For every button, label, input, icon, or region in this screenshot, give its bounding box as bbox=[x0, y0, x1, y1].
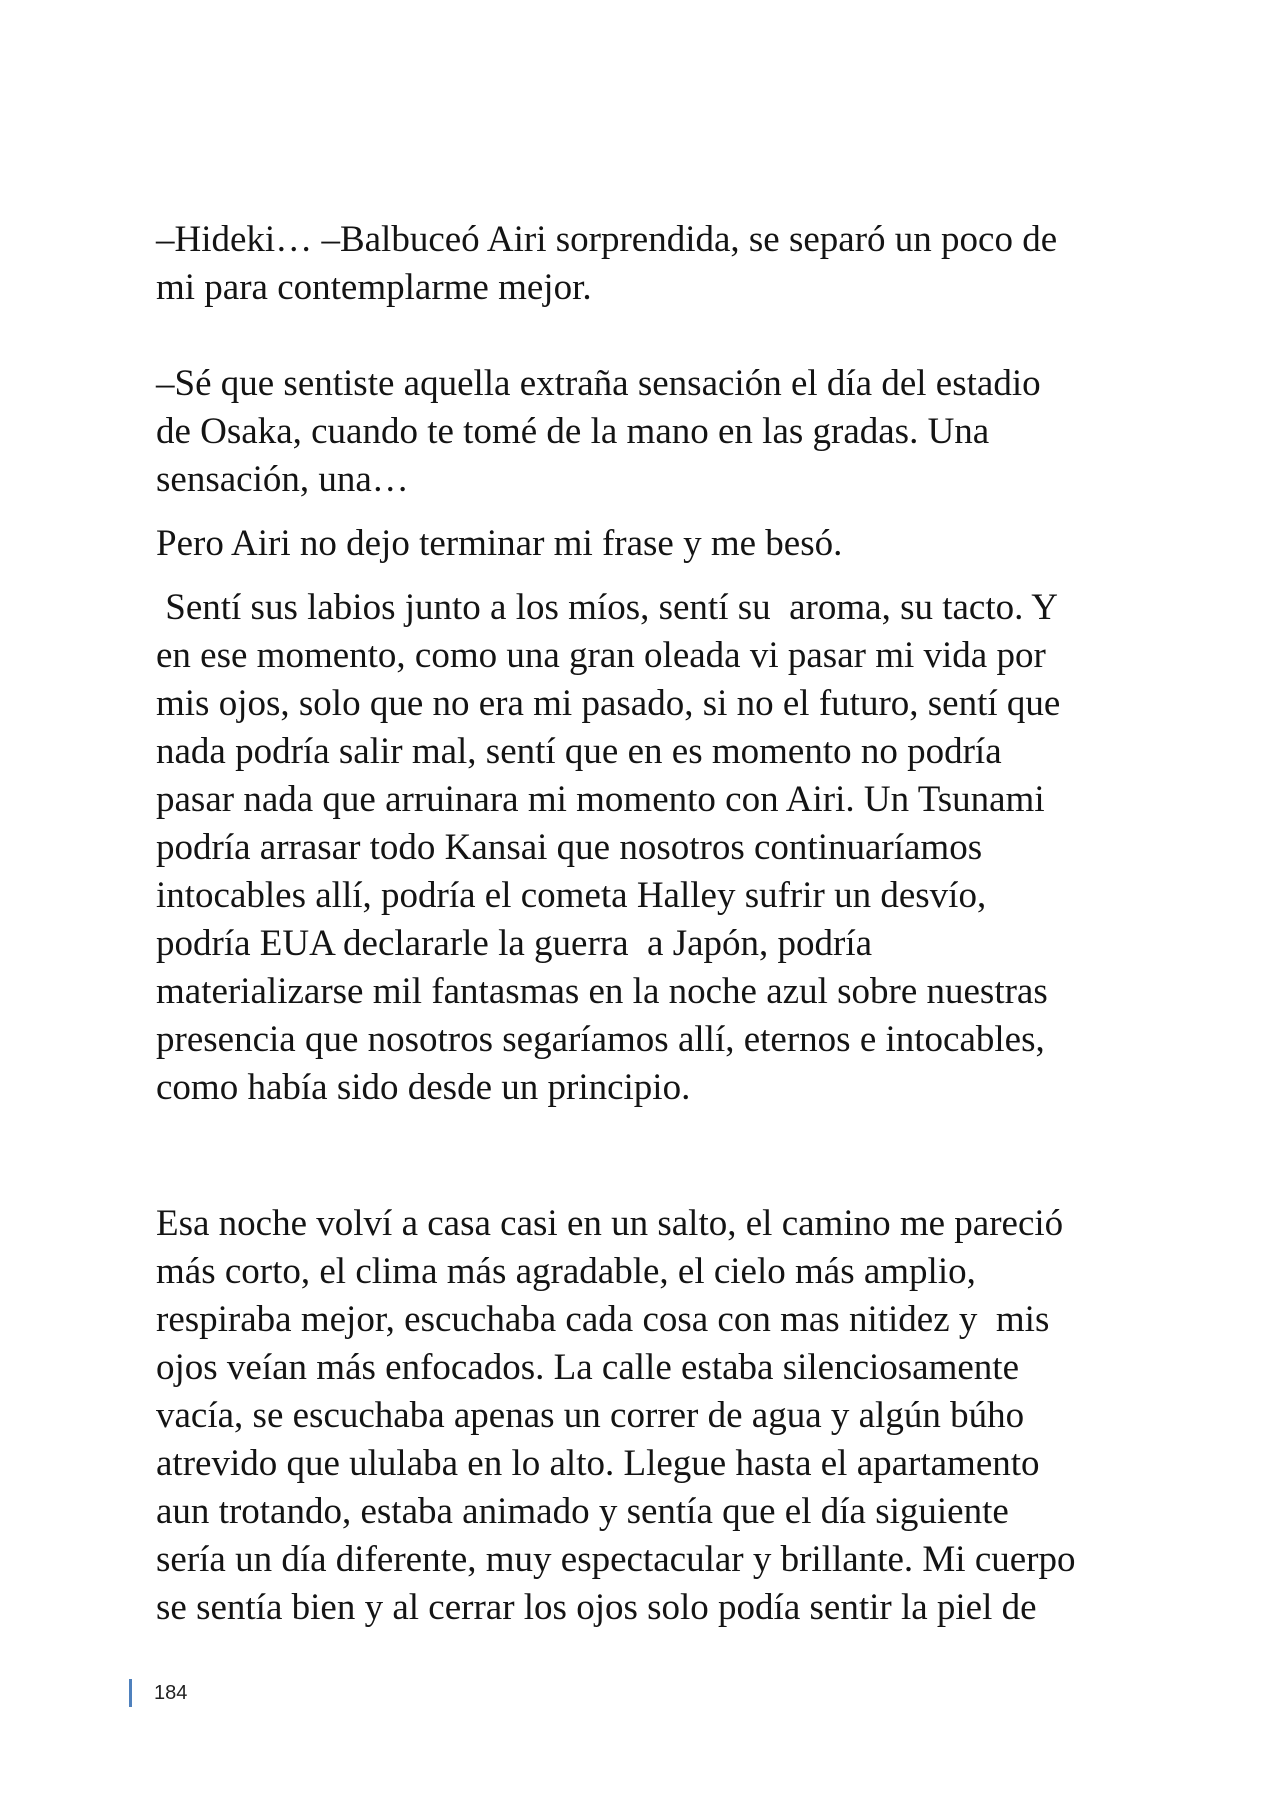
paragraph-2-line-3: sensación, una… bbox=[156, 459, 409, 500]
page-number: 184 bbox=[154, 1682, 188, 1704]
paragraph-5-line-7: aun trotando, estaba animado y sentía que el día siguiente bbox=[156, 1491, 1009, 1532]
paragraph-1-line-2: mi para contemplarme mejor. bbox=[156, 267, 592, 308]
paragraph-5-line-5: vacía, se escuchaba apenas un correr de agua y algún búho bbox=[156, 1395, 1025, 1436]
paragraph-5-line-3: respiraba mejor, escuchaba cada cosa con mas nitidez y mis bbox=[156, 1299, 1050, 1340]
paragraph-4-line-10: presencia que nosotros segaríamos allí, eternos e intocables, bbox=[156, 1019, 1045, 1060]
paragraph-4-line-11: como había sido desde un principio. bbox=[156, 1067, 691, 1108]
paragraph-5-line-2: más corto, el clima más agradable, el cielo más amplio, bbox=[156, 1251, 976, 1292]
paragraph-3-line-1: Pero Airi no dejo terminar mi frase y me besó. bbox=[156, 523, 843, 564]
paragraph-5-line-6: atrevido que ululaba en lo alto. Llegue hasta el apartamento bbox=[156, 1443, 1040, 1484]
paragraph-4-line-6: podría arrasar todo Kansai que nosotros continuaríamos bbox=[156, 827, 983, 868]
paragraph-2-line-1: –Sé que sentiste aquella extraña sensación el día del estadio bbox=[156, 363, 1041, 404]
paragraph-5-line-9: se sentía bien y al cerrar los ojos solo podía sentir la piel de bbox=[156, 1587, 1037, 1628]
paragraph-2-line-2: de Osaka, cuando te tomé de la mano en las gradas. Una bbox=[156, 411, 990, 452]
paragraph-4-line-4: nada podría salir mal, sentí que en es momento no podría bbox=[156, 731, 1002, 772]
paragraph-1-line-1: –Hideki… –Balbuceó Airi sorprendida, se separó un poco de bbox=[156, 219, 1058, 260]
paragraph-4-line-5: pasar nada que arruinara mi momento con Airi. Un Tsunami bbox=[156, 779, 1045, 820]
paragraph-5-line-8: sería un día diferente, muy espectacular y brillante. Mi cuerpo bbox=[156, 1539, 1076, 1580]
paragraph-4-line-3: mis ojos, solo que no era mi pasado, si no el futuro, sentí que bbox=[156, 683, 1061, 724]
paragraph-4-line-1: Sentí sus labios junto a los míos, sentí su aroma, su tacto. Y bbox=[156, 587, 1058, 628]
paragraph-5-line-1: Esa noche volví a casa casi en un salto, el camino me pareció bbox=[156, 1203, 1064, 1244]
paragraph-4-line-7: intocables allí, podría el cometa Halley sufrir un desvío, bbox=[156, 875, 987, 916]
paragraph-4-line-9: materializarse mil fantasmas en la noche azul sobre nuestras bbox=[156, 971, 1048, 1012]
paragraph-4-line-8: podría EUA declararle la guerra a Japón, podría bbox=[156, 923, 873, 964]
footer-accent-bar bbox=[129, 1679, 132, 1707]
paragraph-4-line-2: en ese momento, como una gran oleada vi pasar mi vida por bbox=[156, 635, 1046, 676]
paragraph-5-line-4: ojos veían más enfocados. La calle estaba silenciosamente bbox=[156, 1347, 1019, 1388]
